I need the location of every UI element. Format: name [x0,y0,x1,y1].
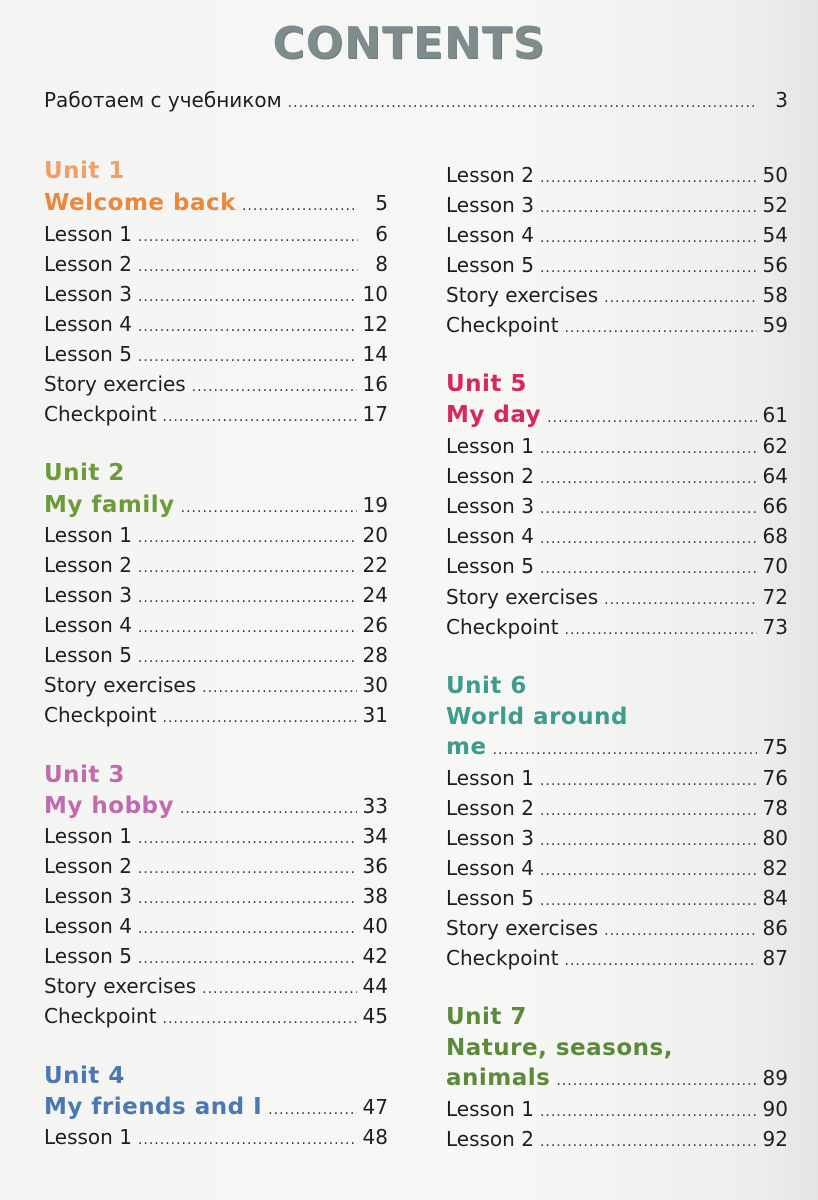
leader-dots [138,349,357,365]
toc-entry-unit-2[interactable] [44,492,388,522]
toc-entry[interactable] [44,884,388,914]
toc-entry[interactable] [446,494,788,524]
leader-dots [268,1102,356,1118]
toc-page: 36 [362,854,388,878]
toc-page: 78 [762,796,788,820]
leader-dots [540,1134,757,1150]
leader-dots [540,773,757,789]
toc-label: Lesson 1 [446,1097,534,1121]
leader-dots [138,831,357,847]
toc-page: 68 [762,524,788,548]
leader-dots [138,229,358,245]
toc-page: 82 [762,856,788,880]
toc-page: 42 [362,944,388,968]
toc-page: 90 [762,1097,788,1121]
toc-entry[interactable] [44,1125,388,1155]
toc-page: 16 [362,372,388,396]
toc-label: Lesson 5 [446,886,534,910]
toc-label: Checkpoint [446,615,559,639]
unit-7-heading: Unit 7 [446,1004,527,1030]
leader-dots [540,893,757,909]
leader-dots [163,1011,357,1027]
leader-dots [604,290,756,306]
leader-dots [138,259,358,275]
toc-page: 14 [362,342,388,366]
toc-page: 66 [762,494,788,518]
leader-dots [547,410,756,426]
toc-label: Lesson 3 [446,494,534,518]
toc-page: 87 [762,946,788,970]
leader-dots [138,861,357,877]
unit-title: My hobby [44,793,174,819]
toc-page: 73 [762,615,788,639]
leader-dots [138,590,357,606]
toc-label: Lesson 5 [44,944,132,968]
toc-page: 20 [362,523,388,547]
toc-entry-unit-3[interactable] [44,793,388,823]
toc-page: 59 [762,313,788,337]
toc-label: Lesson 3 [446,826,534,850]
toc-page: 89 [762,1066,788,1090]
toc-entry[interactable] [44,1004,388,1034]
leader-dots [540,561,757,577]
toc-entry[interactable] [446,283,788,313]
unit-3-heading: Unit 3 [44,762,125,788]
leader-dots [202,981,356,997]
leader-dots [604,592,756,608]
leader-dots [138,319,357,335]
toc-entry[interactable] [44,553,388,583]
toc-page: 34 [362,824,388,848]
toc-label: Lesson 3 [446,193,534,217]
toc-label: Lesson 1 [44,222,132,246]
leader-dots [540,471,757,487]
toc-entry[interactable] [446,585,788,615]
toc-entry[interactable] [446,434,788,464]
toc-label: Lesson 1 [44,1125,132,1149]
toc-label: Checkpoint [44,402,157,426]
leader-dots [540,441,757,457]
toc-entry[interactable] [44,252,388,282]
toc-entry[interactable] [44,944,388,974]
leader-dots [604,923,756,939]
page-title: CONTENTS [272,18,546,69]
toc-label: Lesson 2 [44,553,132,577]
toc-label: Lesson 5 [446,253,534,277]
toc-entry[interactable] [446,524,788,554]
leader-dots [540,260,757,276]
leader-dots [493,742,757,758]
leader-dots [163,710,357,726]
toc-page: 26 [362,613,388,637]
unit-1-heading: Unit 1 [44,158,125,184]
leader-dots [540,863,757,879]
toc-page: 48 [362,1125,388,1149]
toc-label: Story exercies [44,372,186,396]
toc-label: Lesson 2 [446,796,534,820]
leader-dots [565,953,757,969]
leader-dots [138,650,357,666]
toc-entry[interactable] [446,253,788,283]
toc-page: 45 [362,1004,388,1028]
toc-label: Lesson 5 [44,643,132,667]
leader-dots [138,891,357,907]
toc-page: 72 [762,585,788,609]
toc-entry[interactable] [44,974,388,1004]
leader-dots [138,620,357,636]
toc-entry[interactable] [44,372,388,402]
leader-dots [138,289,357,305]
toc-label: Lesson 2 [446,163,534,187]
unit-5-heading: Unit 5 [446,371,527,397]
leader-dots [540,803,757,819]
toc-label: Lesson 1 [446,766,534,790]
toc-entry[interactable] [446,464,788,494]
toc-page: 62 [762,434,788,458]
toc-page: 70 [762,554,788,578]
toc-label: Работаем с учебником [44,88,282,112]
toc-page: 80 [762,826,788,850]
toc-label: Lesson 3 [44,282,132,306]
unit-6-title-line-1: World around [446,704,628,730]
toc-label: Lesson 5 [44,342,132,366]
toc-page: 19 [362,493,388,517]
toc-page: 52 [762,193,788,217]
toc-entry[interactable] [446,826,788,856]
toc-label: Lesson 5 [446,554,534,578]
toc-entry[interactable] [446,946,788,976]
leader-dots [163,409,357,425]
toc-page: 28 [362,643,388,667]
leader-dots [181,500,357,516]
toc-page: 84 [762,886,788,910]
leader-dots [565,622,757,638]
toc-entry[interactable] [446,796,788,826]
toc-label: Lesson 4 [44,312,132,336]
toc-entry[interactable] [446,766,788,796]
unit-title: My friends and I [44,1094,263,1120]
toc-page: 54 [762,223,788,247]
toc-entry[interactable] [44,643,388,673]
toc-page: 33 [362,794,388,818]
toc-page: 6 [375,222,388,246]
leader-dots [540,1104,757,1120]
toc-entry[interactable] [44,703,388,733]
toc-page: 24 [362,583,388,607]
toc-page: 75 [762,735,788,759]
leader-dots [540,501,757,517]
toc-entry[interactable] [44,914,388,944]
toc-page: 38 [362,884,388,908]
toc-label: Lesson 4 [446,856,534,880]
toc-label: Lesson 2 [446,1127,534,1151]
toc-page: 12 [362,312,388,336]
toc-entry[interactable] [44,222,388,252]
toc-label: Lesson 4 [44,613,132,637]
toc-entry[interactable] [44,673,388,703]
toc-entry[interactable] [446,615,788,645]
toc-entry-unit-4[interactable] [44,1094,388,1124]
toc-page: 50 [762,163,788,187]
unit-title: me [446,734,487,760]
toc-entry[interactable] [446,1127,788,1157]
toc-entry[interactable] [44,342,388,372]
toc-entry[interactable] [44,613,388,643]
leader-dots [138,530,357,546]
toc-entry[interactable] [44,523,388,553]
toc-entry-unit-6[interactable] [446,734,788,764]
toc-entry-unit-7[interactable] [446,1065,788,1095]
toc-page: 92 [762,1127,788,1151]
toc-page: 86 [762,916,788,940]
leader-dots [202,680,356,696]
toc-label: Lesson 1 [446,434,534,458]
toc-entry[interactable] [446,1097,788,1127]
toc-entry[interactable] [446,856,788,886]
toc-entry[interactable] [446,313,788,343]
unit-title: My family [44,492,175,518]
toc-label: Lesson 4 [446,223,534,247]
toc-entry[interactable] [44,312,388,342]
toc-entry[interactable] [44,282,388,312]
toc-label: Checkpoint [446,313,559,337]
toc-entry[interactable] [44,824,388,854]
toc-entry-unit-5[interactable] [446,402,788,432]
toc-entry[interactable] [446,554,788,584]
leader-dots [540,170,757,186]
toc-entry[interactable] [446,193,788,223]
toc-entry-intro[interactable] [44,88,788,118]
leader-dots [138,921,357,937]
toc-page: 30 [362,673,388,697]
toc-page: 58 [762,283,788,307]
toc-label: Story exercises [446,916,599,940]
toc-page: 5 [375,191,388,215]
toc-page: 76 [762,766,788,790]
leader-dots [540,200,757,216]
toc-page: 44 [362,974,388,998]
toc-label: Lesson 2 [44,854,132,878]
unit-4-heading: Unit 4 [44,1063,125,1089]
leader-dots [138,951,357,967]
toc-label: Checkpoint [446,946,559,970]
leader-dots [540,833,757,849]
toc-entry[interactable] [446,223,788,253]
leader-dots [540,230,757,246]
leader-dots [565,320,757,336]
toc-page: 22 [362,553,388,577]
toc-label: Lesson 4 [446,524,534,548]
unit-title: My day [446,402,542,428]
toc-page: 17 [362,402,388,426]
toc-page: 61 [762,403,788,427]
toc-label: Lesson 2 [44,252,132,276]
leader-dots [556,1073,756,1089]
toc-page: 8 [375,252,388,276]
toc-entry[interactable] [44,402,388,432]
toc-page: 47 [362,1095,388,1119]
toc-page: 3 [775,88,788,112]
toc-label: Story exercises [44,974,197,998]
toc-page: 64 [762,464,788,488]
toc-label: Lesson 4 [44,914,132,938]
toc-entry[interactable] [44,583,388,613]
toc-label: Checkpoint [44,703,157,727]
toc-label: Lesson 1 [44,824,132,848]
leader-dots [242,198,358,214]
unit-6-heading: Unit 6 [446,673,527,699]
toc-entry[interactable] [44,854,388,884]
toc-entry-unit-1[interactable] [44,190,388,220]
toc-label: Lesson 3 [44,884,132,908]
toc-page: 56 [762,253,788,277]
toc-label: Lesson 3 [44,583,132,607]
unit-title: animals [446,1065,551,1091]
unit-7-title-line-1: Nature, seasons, [446,1035,673,1061]
toc-label: Story exercises [44,673,197,697]
toc-label: Lesson 1 [44,523,132,547]
toc-page: 40 [362,914,388,938]
toc-page: 31 [362,703,388,727]
toc-page: 10 [362,282,388,306]
toc-label: Story exercises [446,283,599,307]
toc-entry[interactable] [446,163,788,193]
unit-title: Welcome back [44,190,236,216]
toc-label: Story exercises [446,585,599,609]
leader-dots [540,531,757,547]
unit-2-heading: Unit 2 [44,460,125,486]
leader-dots [180,801,357,817]
leader-dots [288,95,758,111]
toc-label: Checkpoint [44,1004,157,1028]
leader-dots [138,1132,357,1148]
leader-dots [138,560,357,576]
toc-entry[interactable] [446,916,788,946]
toc-label: Lesson 2 [446,464,534,488]
leader-dots [192,379,357,395]
toc-entry[interactable] [446,886,788,916]
